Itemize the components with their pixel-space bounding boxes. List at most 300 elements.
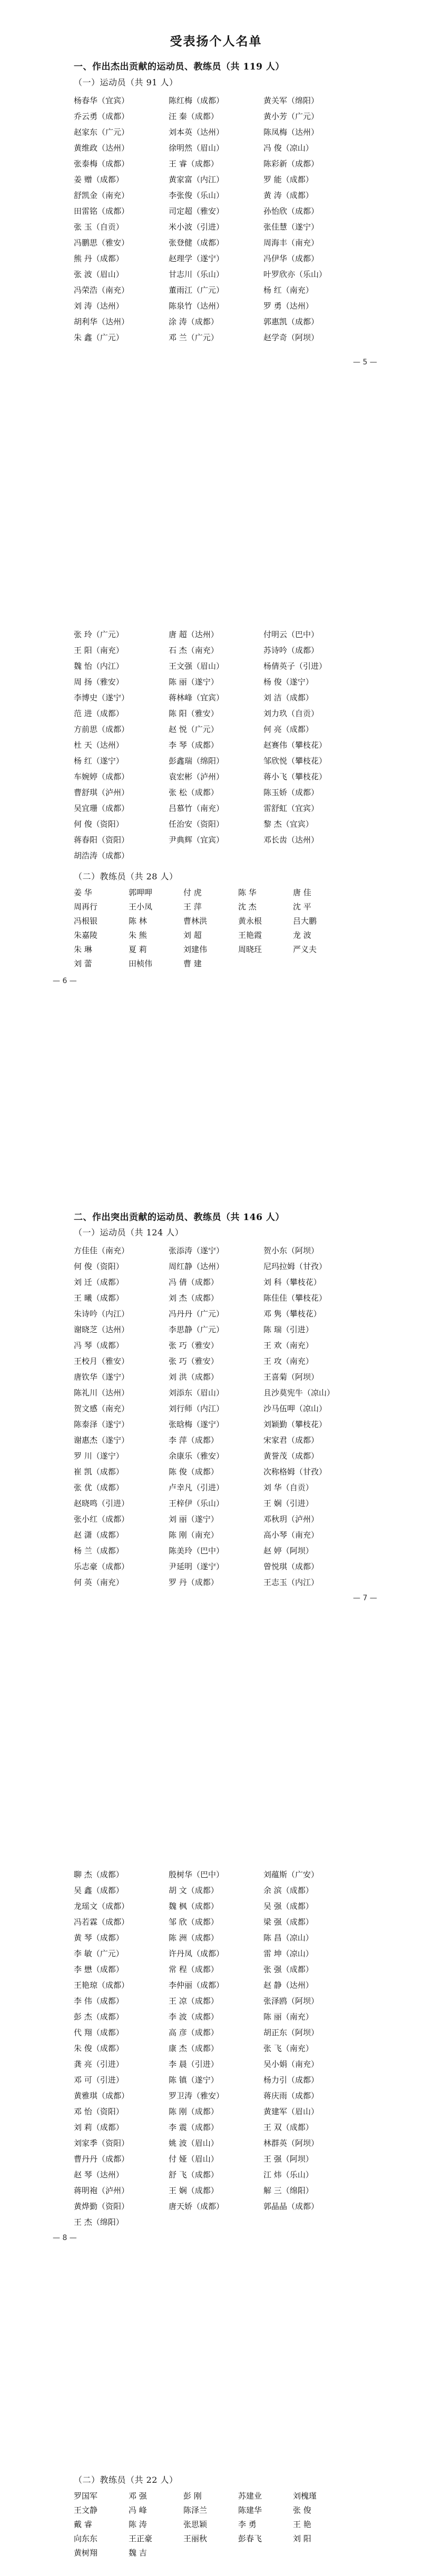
athlete-entry: 陈 俊（成都）: [169, 1467, 219, 1477]
coach-row: [74, 886, 348, 900]
athlete-entry: 陈美玲（巴中）: [169, 1546, 224, 1555]
athlete-entry: 唐天娇（成都）: [169, 2202, 224, 2211]
section2-athletes-part-a: [74, 1243, 358, 1590]
athlete-entry: 张 巧（雅安）: [169, 1341, 219, 1350]
athlete-entry: 邓 隽（攀枝花）: [263, 1309, 321, 1319]
athlete-entry: 涂 涛（成都）: [169, 317, 219, 326]
athlete-row: [74, 1274, 358, 1290]
section1-heading: 一、作出杰出贡献的运动员、教练员（共 119 人）: [74, 62, 284, 72]
coach-name: 戴 睿: [74, 2520, 92, 2529]
coach-name: 邓 强: [129, 2491, 147, 2501]
athlete-entry: 李思静（广元）: [169, 1325, 224, 1334]
athlete-entry: 蒋庆雨（成都）: [263, 2091, 319, 2101]
coach-name: 刘建伟: [183, 945, 208, 954]
athlete-entry: 罗 勇（达州）: [263, 301, 313, 311]
athlete-row: [74, 187, 358, 203]
athlete-entry: 贺文感（南充）: [74, 1404, 130, 1413]
coach-name: 吕大鹏: [293, 916, 317, 926]
athlete-entry: 赵家东（广元）: [74, 127, 130, 137]
athlete-entry: 江 炜（乐山）: [263, 2170, 313, 2179]
athlete-entry: 蒋明袍（泸州）: [74, 2186, 130, 2195]
athlete-entry: 陈佳佳（攀枝花）: [263, 1293, 327, 1303]
athlete-entry: 王 娴（成都）: [169, 2186, 219, 2195]
athlete-entry: 余康乐（雅安）: [169, 1451, 224, 1461]
athlete-entry: 罗 能（成都）: [263, 175, 313, 184]
athlete-entry: 王 睿（成都）: [169, 159, 219, 169]
athlete-entry: 刘 涛（达州）: [74, 301, 124, 311]
athlete-entry: 余 滨（成都）: [263, 1886, 313, 1895]
athlete-row: [74, 1306, 358, 1322]
athlete-entry: 尼玛拉姆（甘孜）: [263, 1262, 327, 1271]
athlete-entry: 蒋春阳（资阳）: [74, 835, 130, 845]
athlete-entry: 邓 兰（广元）: [169, 333, 219, 342]
athlete-row: [74, 2040, 358, 2056]
athlete-entry: 李仲丽（成都）: [169, 1980, 224, 1990]
athlete-entry: 林群英（阿坝）: [263, 2138, 319, 2148]
athlete-entry: 陈礼川（达州）: [74, 1388, 130, 1398]
coach-name: 朱 熊: [129, 930, 147, 940]
athlete-entry: 龙瑶文（成都）: [74, 1901, 130, 1911]
athlete-row: [74, 1527, 358, 1543]
coach-name: 龙 波: [293, 930, 311, 940]
athlete-entry: 王艳琼（成都）: [74, 1980, 130, 1990]
athlete-entry: 胡正东（阿坝）: [263, 2028, 319, 2037]
athlete-row: [74, 1480, 358, 1495]
athlete-row: [74, 1369, 358, 1385]
coach-row: [74, 943, 348, 957]
athlete-row: [74, 1432, 358, 1448]
athlete-entry: 刘 华（自贡）: [263, 1483, 313, 1492]
coach-name: 王 艳: [293, 2520, 311, 2529]
athlete-entry: 吴宜珊（成都）: [74, 804, 130, 813]
coach-name: 魏 吉: [129, 2548, 147, 2558]
athlete-entry: 邓秋玥（泸州）: [263, 1514, 319, 1524]
athlete-entry: 吴 强（成都）: [263, 1901, 313, 1911]
athlete-entry: 徐明然（眉山）: [169, 143, 224, 153]
athlete-entry: 李 波（成都）: [169, 2012, 219, 2022]
coach-name: 冯 峰: [129, 2505, 147, 2515]
athlete-entry: 杨 俊（遂宁）: [263, 677, 313, 687]
athlete-row: [74, 140, 358, 156]
athlete-row: [74, 1448, 358, 1464]
coach-name: 朱 琳: [74, 945, 92, 954]
athlete-entry: 曾悦琪（成都）: [263, 1562, 319, 1571]
section1-coaches: [74, 886, 348, 971]
athlete-entry: 赵 琴（达州）: [74, 2170, 124, 2179]
coach-name: 向东东: [74, 2534, 98, 2543]
athlete-entry: 王校月（雅安）: [74, 1356, 130, 1366]
athlete-row: [74, 330, 358, 345]
athlete-entry: 黄小芳（广元）: [263, 112, 319, 121]
athlete-entry: 刘行师（内江）: [169, 1404, 224, 1413]
athlete-entry: 且沙莫宪牛（凉山）: [263, 1388, 335, 1398]
athlete-row: [74, 642, 358, 658]
athlete-entry: 张 波（眉山）: [74, 270, 124, 279]
coach-name: 陈泽兰: [183, 2505, 208, 2515]
athlete-entry: 黄誉茂（成都）: [263, 1451, 319, 1461]
athlete-row: [74, 800, 358, 816]
document-title: 受表扬个人名单: [170, 34, 262, 48]
athlete-entry: 陈 刚（南充）: [169, 1530, 219, 1540]
athlete-entry: 熊 丹（成都）: [74, 254, 124, 263]
athlete-entry: 周红静（达州）: [169, 1262, 224, 1271]
athlete-entry: 黄 琴（成都）: [74, 1933, 124, 1943]
athlete-entry: 陈 丽（南充）: [263, 2012, 313, 2022]
athlete-entry: 张添涛（遂宁）: [169, 1246, 224, 1255]
athlete-entry: 朱 俊（成都）: [74, 2044, 124, 2053]
athlete-entry: 彭 杰（成都）: [74, 2012, 124, 2022]
athlete-entry: 张泽鸥（阿坝）: [263, 1996, 319, 2006]
athlete-entry: 贺小东（阿坝）: [263, 1246, 319, 1255]
athlete-entry: 冯丹丹（广元）: [169, 1309, 224, 1319]
coach-name: 周晓玨: [238, 945, 262, 954]
athlete-entry: 雷舒虹（宜宾）: [263, 804, 319, 813]
athlete-entry: 赵赛伟（攀枝花）: [263, 740, 327, 750]
athlete-entry: 胡浩涛（成都）: [74, 851, 130, 860]
athlete-entry: 王 杰（绵阳）: [74, 2217, 124, 2227]
athlete-entry: 舒凯金（南充）: [74, 191, 130, 200]
athlete-entry: 冯伊华（成都）: [263, 254, 319, 263]
athlete-entry: 陈 瑞（引进）: [263, 1325, 313, 1334]
athlete-entry: 王 攻（南充）: [263, 1356, 313, 1366]
athlete-entry: 张 优（成都）: [74, 1483, 124, 1492]
athlete-entry: 邹欣悦（攀枝花）: [263, 756, 327, 766]
athlete-entry: 龚 亮（引进）: [74, 2059, 124, 2069]
page-number: — 7 —: [353, 1594, 377, 1602]
coach-row: [74, 2518, 348, 2532]
athlete-entry: 陈泉竹（达州）: [169, 301, 224, 311]
athlete-entry: 姚 波（眉山）: [169, 2138, 219, 2148]
athlete-entry: 陈 洲（成都）: [169, 1933, 219, 1943]
athlete-entry: 张 玲（广元）: [74, 630, 124, 639]
athlete-entry: 张 巧（雅安）: [169, 1356, 219, 1366]
coach-name: 彭春飞: [238, 2534, 262, 2543]
athlete-entry: 张 玉（自贡）: [74, 222, 124, 232]
athlete-row: [74, 266, 358, 282]
athlete-entry: 张 飞（南充）: [263, 2044, 313, 2053]
athlete-row: [74, 1259, 358, 1274]
athlete-row: [74, 1353, 358, 1369]
athlete-row: [74, 674, 358, 690]
athlete-entry: 代 翔（成都）: [74, 2028, 124, 2037]
athlete-entry: 魏 怡（内江）: [74, 661, 124, 671]
athlete-entry: 冯 俊（凉山）: [263, 143, 313, 153]
page-number: — 8 —: [53, 2234, 77, 2242]
athlete-entry: 邹 欣（成都）: [169, 1917, 219, 1927]
athlete-entry: 乔云勇（成都）: [74, 112, 130, 121]
athlete-entry: 冯荣浩（南充）: [74, 285, 130, 295]
athlete-row: [74, 2119, 358, 2135]
athlete-entry: 袁宏彬（泸州）: [169, 772, 224, 781]
athlete-row: [74, 219, 358, 235]
athlete-row: [74, 251, 358, 266]
athlete-entry: 叶罗欣亦（乐山）: [263, 270, 327, 279]
section2-coaches: [74, 2489, 348, 2560]
athlete-entry: 刘 洁（成都）: [263, 693, 313, 702]
athlete-row: [74, 690, 358, 706]
athlete-row: [74, 172, 358, 187]
athlete-entry: 王 欢（南充）: [263, 1341, 313, 1350]
athlete-entry: 李 敏（广元）: [74, 1949, 124, 1958]
athlete-row: [74, 298, 358, 314]
athlete-entry: 赵 悦（广元）: [169, 725, 219, 734]
athlete-row: [74, 2009, 358, 2025]
athlete-entry: 刘 杰（成都）: [169, 1293, 219, 1303]
athlete-entry: 刘 科（攀枝花）: [263, 1277, 321, 1287]
section2-athletes-part-b: [74, 1867, 358, 2230]
athlete-row: [74, 1511, 358, 1527]
athlete-entry: 卢幸凡（引进）: [169, 1483, 224, 1492]
athlete-row: [74, 2198, 358, 2214]
athlete-entry: 冯 琴（成都）: [74, 1341, 124, 1350]
athlete-row: [74, 658, 358, 674]
athlete-entry: 张泰梅（成都）: [74, 159, 130, 169]
athlete-entry: 王喜菊（阿坝）: [263, 1372, 319, 1382]
coach-name: 刘 阳: [293, 2534, 311, 2543]
athlete-row: [74, 848, 358, 864]
athlete-row: [74, 1559, 358, 1574]
athlete-entry: 杨力引（成都）: [263, 2075, 319, 2085]
athlete-entry: 雷 坤（凉山）: [263, 1949, 313, 1958]
coach-name: 郭呷呷: [129, 888, 153, 897]
athlete-entry: 周 扬（雅安）: [74, 677, 124, 687]
athlete-row: [74, 203, 358, 219]
athlete-row: [74, 1290, 358, 1306]
section1-athletes-part-a: [74, 93, 358, 345]
athlete-entry: 黄 涛（成都）: [263, 191, 313, 200]
athlete-row: [74, 769, 358, 785]
athlete-entry: 何 英（南充）: [74, 1578, 124, 1587]
athlete-entry: 舒 飞（成都）: [169, 2170, 219, 2179]
athlete-entry: 张佳慧（遂宁）: [263, 222, 319, 232]
athlete-row: [74, 235, 358, 251]
athlete-row: [74, 1898, 358, 1914]
athlete-row: [74, 156, 358, 172]
athlete-entry: 陈红梅（成都）: [169, 96, 224, 105]
coach-name: 夏 莉: [129, 945, 147, 954]
athlete-row: [74, 314, 358, 330]
athlete-entry: 梁 强（成都）: [263, 1917, 313, 1927]
athlete-entry: 司定超（雅安）: [169, 206, 224, 216]
athlete-entry: 黄烨勤（资阳）: [74, 2202, 130, 2211]
athlete-entry: 陈彩新（成都）: [263, 159, 319, 169]
athlete-entry: 车婉婷（成都）: [74, 772, 130, 781]
athlete-row: [74, 1914, 358, 1930]
athlete-entry: 赵 潇（成都）: [74, 1530, 124, 1540]
coach-name: 田桢伟: [129, 959, 153, 968]
athlete-entry: 杨 兰（成都）: [74, 1546, 124, 1555]
athlete-entry: 王志玉（内江）: [263, 1578, 319, 1587]
athlete-entry: 高小琴（南充）: [263, 1530, 319, 1540]
athlete-row: [74, 2214, 358, 2230]
athlete-entry: 张 松（成都）: [169, 788, 219, 797]
athlete-row: [74, 1337, 358, 1353]
coach-name: 陈 涛: [129, 2520, 147, 2529]
athlete-row: [74, 2104, 358, 2119]
athlete-row: [74, 124, 358, 140]
athlete-entry: 付明云（巴中）: [263, 630, 319, 639]
athlete-entry: 王 阳（南充）: [74, 646, 124, 655]
coach-name: 周再行: [74, 902, 98, 911]
athlete-entry: 张登健（成都）: [169, 238, 224, 247]
athlete-entry: 唐 超（达州）: [169, 630, 219, 639]
athlete-row: [74, 2151, 358, 2167]
athlete-row: [74, 93, 358, 108]
athlete-entry: 朱 鑫（广元）: [74, 333, 124, 342]
coach-name: 刘 蕾: [74, 959, 92, 968]
coach-name: 王小凤: [129, 902, 153, 911]
coach-name: 付 虎: [183, 888, 202, 897]
athlete-entry: 杨 红（遂宁）: [74, 756, 124, 766]
athlete-entry: 曹舒琪（泸州）: [74, 788, 130, 797]
athlete-entry: 尹典辉（宜宾）: [169, 835, 224, 845]
athlete-entry: 刘本英（达州）: [169, 127, 224, 137]
athlete-entry: 陈凤梅（达州）: [263, 127, 319, 137]
athlete-row: [74, 753, 358, 769]
athlete-entry: 许丹凤（成都）: [169, 1949, 224, 1958]
coach-name: 刘 超: [183, 930, 202, 940]
athlete-entry: 解 三（绵阳）: [263, 2186, 313, 2195]
athlete-entry: 邓 可（引进）: [74, 2075, 124, 2085]
athlete-entry: 米小波（引进）: [169, 222, 224, 232]
athlete-entry: 周海丰（南充）: [263, 238, 319, 247]
athlete-row: [74, 2088, 358, 2104]
coach-name: 沈 平: [293, 902, 311, 911]
athlete-entry: 唐钦华（遂宁）: [74, 1372, 130, 1382]
athlete-row: [74, 816, 358, 832]
coach-row: [74, 2532, 348, 2546]
athlete-entry: 陈泰泽（遂宁）: [74, 1420, 130, 1429]
athlete-entry: 张 强（成都）: [263, 1965, 313, 1974]
athlete-entry: 乐志豪（成都）: [74, 1562, 130, 1571]
athlete-entry: 付 娅（眉山）: [169, 2154, 219, 2164]
coach-row: [74, 957, 348, 971]
athlete-entry: 陈 刚（成都）: [169, 2107, 219, 2116]
coach-name: 王文静: [74, 2505, 98, 2515]
athlete-entry: 冯鹏思（雅安）: [74, 238, 130, 247]
athlete-entry: 高 彦（成都）: [169, 2028, 219, 2037]
athlete-entry: 王梓伊（乐山）: [169, 1499, 224, 1508]
athlete-entry: 黄关军（绵阳）: [263, 96, 319, 105]
athlete-row: [74, 1495, 358, 1511]
coach-name: 张 俊: [293, 2505, 311, 2515]
athlete-row: [74, 1961, 358, 1977]
athlete-row: [74, 2072, 358, 2088]
athlete-entry: 黄建军（眉山）: [263, 2107, 319, 2116]
athlete-row: [74, 706, 358, 721]
athlete-entry: 尹延明（遂宁）: [169, 1562, 224, 1571]
athlete-entry: 刘颖勤（攀枝花）: [263, 1420, 327, 1429]
athlete-entry: 常 程（成都）: [169, 1965, 219, 1974]
athlete-entry: 苏诗吟（成都）: [263, 646, 319, 655]
athlete-entry: 魏 枫（成都）: [169, 1901, 219, 1911]
athlete-entry: 张小红（成都）: [74, 1514, 130, 1524]
athlete-entry: 彭鑫瑞（绵阳）: [169, 756, 224, 766]
athlete-entry: 吕慕竹（南充）: [169, 804, 224, 813]
section1-coaches-heading: （二）教练员（共 28 人）: [74, 871, 178, 881]
section1-athletes-part-b: [74, 627, 358, 864]
coach-name: 朱嘉陵: [74, 930, 98, 940]
athlete-entry: 邓长齿（达州）: [263, 835, 319, 845]
coach-row: [74, 2503, 348, 2518]
athlete-entry: 方前思（成都）: [74, 725, 130, 734]
athlete-entry: 任治安（资阳）: [169, 819, 224, 829]
athlete-entry: 李 琴（成都）: [169, 740, 219, 750]
coach-name: 沈 杰: [238, 902, 257, 911]
section2-heading: 二、作出突出贡献的运动员、教练员（共 146 人）: [74, 1212, 284, 1223]
athlete-entry: 邓 怡（资阳）: [74, 2107, 124, 2116]
coach-name: 罗国军: [74, 2491, 98, 2501]
coach-row: [74, 928, 348, 943]
athlete-row: [74, 1930, 358, 1946]
athlete-entry: 黄维政（达州）: [74, 143, 130, 153]
athlete-entry: 郭晶晶（成都）: [263, 2202, 319, 2211]
athlete-entry: 刘力玖（自贡）: [263, 709, 319, 718]
coach-name: 王丽秋: [183, 2534, 208, 2543]
athlete-entry: 孙怡欣（成都）: [263, 206, 319, 216]
athlete-entry: 李 晨（引进）: [169, 2059, 219, 2069]
athlete-entry: 赵 静（达州）: [263, 1980, 313, 1990]
coach-name: 王 萍: [183, 902, 202, 911]
athlete-entry: 胡利华（达州）: [74, 317, 130, 326]
athlete-entry: 李 伟（成都）: [74, 1996, 124, 2006]
athlete-row: [74, 2056, 358, 2072]
athlete-row: [74, 1322, 358, 1337]
athlete-entry: 吴 鑫（成都）: [74, 1886, 124, 1895]
coach-name: 曹 建: [183, 959, 202, 968]
athlete-entry: 杨春华（宜宾）: [74, 96, 130, 105]
athlete-entry: 赵理学（遂宁）: [169, 254, 224, 263]
athlete-entry: 陈 昌（凉山）: [263, 1933, 313, 1943]
athlete-row: [74, 627, 358, 642]
athlete-row: [74, 1867, 358, 1883]
athlete-entry: 范 进（成都）: [74, 709, 124, 718]
athlete-entry: 王 双（成都）: [263, 2123, 313, 2132]
athlete-entry: 李张俊（乐山）: [169, 191, 224, 200]
athlete-entry: 谢惠杰（遂宁）: [74, 1435, 130, 1445]
athlete-entry: 甘志川（乐山）: [169, 270, 224, 279]
page-number: — 6 —: [53, 977, 77, 985]
athlete-entry: 李 震（成都）: [169, 2123, 219, 2132]
athlete-row: [74, 2135, 358, 2151]
coach-name: 唐 佳: [293, 888, 311, 897]
athlete-entry: 王 强（阿坝）: [263, 2154, 313, 2164]
athlete-entry: 谢晓芝（达州）: [74, 1325, 130, 1334]
athlete-entry: 田雷铭（成都）: [74, 206, 130, 216]
athlete-entry: 罗 丹（成都）: [169, 1578, 219, 1587]
coach-name: 苏建业: [238, 2491, 262, 2501]
athlete-entry: 黄家富（内江）: [169, 175, 224, 184]
athlete-entry: 李博史（遂宁）: [74, 693, 130, 702]
coach-name: 黄永根: [238, 916, 262, 926]
athlete-entry: 刘家季（资阳）: [74, 2138, 130, 2148]
athlete-entry: 刘添东（眉山）: [169, 1388, 224, 1398]
athlete-entry: 陈玉娇（成都）: [263, 788, 319, 797]
athlete-entry: 王 凉（成都）: [169, 1996, 219, 2006]
athlete-entry: 赵晓鸣（引进）: [74, 1499, 130, 1508]
athlete-row: [74, 1883, 358, 1898]
athlete-entry: 曹丹丹（成都）: [74, 2154, 130, 2164]
athlete-row: [74, 1401, 358, 1416]
athlete-entry: 杜 天（达州）: [74, 740, 124, 750]
coach-name: 陈建华: [238, 2505, 262, 2515]
athlete-row: [74, 1543, 358, 1559]
athlete-entry: 李 萍（成都）: [169, 1435, 219, 1445]
athlete-entry: 罗卫涛（雅安）: [169, 2091, 224, 2101]
athlete-entry: 胡 文（成都）: [169, 1886, 219, 1895]
athlete-row: [74, 721, 358, 737]
athlete-entry: 刘 莉（成都）: [74, 2123, 124, 2132]
